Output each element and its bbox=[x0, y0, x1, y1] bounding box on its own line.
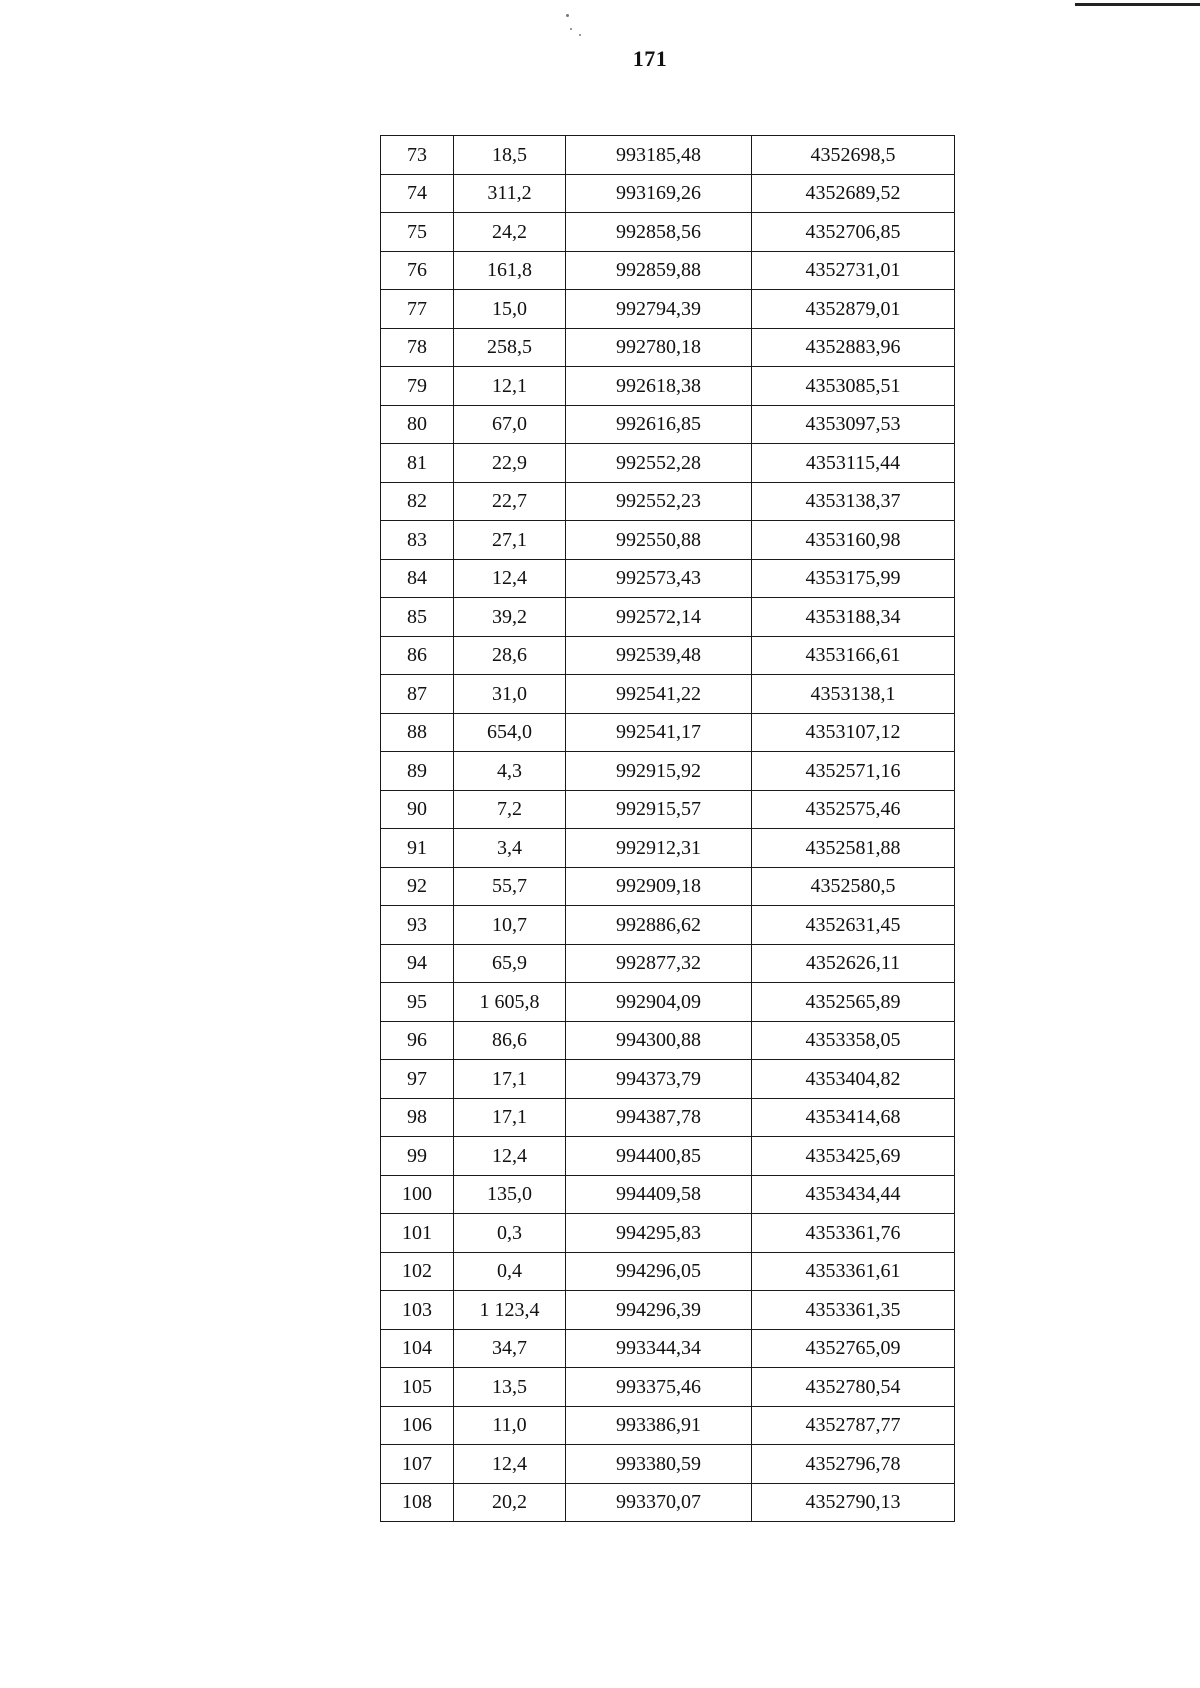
point-number-cell: 73 bbox=[381, 136, 454, 175]
y-coordinate-cell: 4353097,53 bbox=[752, 405, 955, 444]
y-coordinate-cell: 4353358,05 bbox=[752, 1021, 955, 1060]
point-number-cell: 106 bbox=[381, 1406, 454, 1445]
table-row bbox=[381, 867, 955, 906]
y-coordinate-cell: 4353175,99 bbox=[752, 559, 955, 598]
y-coordinate-cell: 4353107,12 bbox=[752, 713, 955, 752]
y-coordinate-cell: 4352689,52 bbox=[752, 174, 955, 213]
distance-cell: 17,1 bbox=[454, 1060, 566, 1099]
x-coordinate-cell: 993375,46 bbox=[566, 1368, 752, 1407]
y-coordinate-cell: 4353361,76 bbox=[752, 1214, 955, 1253]
table-row bbox=[381, 675, 955, 714]
y-coordinate-cell: 4353160,98 bbox=[752, 521, 955, 560]
x-coordinate-cell: 992859,88 bbox=[566, 251, 752, 290]
table-row bbox=[381, 444, 955, 483]
y-coordinate-cell: 4352780,54 bbox=[752, 1368, 955, 1407]
table-row bbox=[381, 1137, 955, 1176]
table-row bbox=[381, 559, 955, 598]
distance-cell: 55,7 bbox=[454, 867, 566, 906]
distance-cell: 12,4 bbox=[454, 559, 566, 598]
point-number-cell: 84 bbox=[381, 559, 454, 598]
table-row bbox=[381, 136, 955, 175]
x-coordinate-cell: 994300,88 bbox=[566, 1021, 752, 1060]
distance-cell: 28,6 bbox=[454, 636, 566, 675]
x-coordinate-cell: 994409,58 bbox=[566, 1175, 752, 1214]
distance-cell: 7,2 bbox=[454, 790, 566, 829]
point-number-cell: 88 bbox=[381, 713, 454, 752]
table-row bbox=[381, 636, 955, 675]
table-row bbox=[381, 1175, 955, 1214]
point-number-cell: 85 bbox=[381, 598, 454, 637]
x-coordinate-cell: 992616,85 bbox=[566, 405, 752, 444]
distance-cell: 22,7 bbox=[454, 482, 566, 521]
point-number-cell: 80 bbox=[381, 405, 454, 444]
point-number-cell: 98 bbox=[381, 1098, 454, 1137]
table-row bbox=[381, 752, 955, 791]
distance-cell: 258,5 bbox=[454, 328, 566, 367]
y-coordinate-cell: 4353166,61 bbox=[752, 636, 955, 675]
point-number-cell: 105 bbox=[381, 1368, 454, 1407]
x-coordinate-cell: 992909,18 bbox=[566, 867, 752, 906]
point-number-cell: 87 bbox=[381, 675, 454, 714]
point-number-cell: 90 bbox=[381, 790, 454, 829]
table-row bbox=[381, 1329, 955, 1368]
scan-speck bbox=[566, 14, 569, 17]
x-coordinate-cell: 992552,23 bbox=[566, 482, 752, 521]
distance-cell: 22,9 bbox=[454, 444, 566, 483]
table-row bbox=[381, 906, 955, 945]
scan-speck bbox=[570, 28, 572, 30]
y-coordinate-cell: 4352626,11 bbox=[752, 944, 955, 983]
table-row bbox=[381, 1291, 955, 1330]
point-number-cell: 91 bbox=[381, 829, 454, 868]
x-coordinate-cell: 992539,48 bbox=[566, 636, 752, 675]
point-number-cell: 76 bbox=[381, 251, 454, 290]
y-coordinate-cell: 4353138,1 bbox=[752, 675, 955, 714]
distance-cell: 34,7 bbox=[454, 1329, 566, 1368]
x-coordinate-cell: 994295,83 bbox=[566, 1214, 752, 1253]
y-coordinate-cell: 4353115,44 bbox=[752, 444, 955, 483]
x-coordinate-cell: 993185,48 bbox=[566, 136, 752, 175]
table-row bbox=[381, 521, 955, 560]
y-coordinate-cell: 4353434,44 bbox=[752, 1175, 955, 1214]
x-coordinate-cell: 992794,39 bbox=[566, 290, 752, 329]
x-coordinate-cell: 992915,92 bbox=[566, 752, 752, 791]
scan-speck bbox=[579, 34, 581, 36]
y-coordinate-cell: 4352731,01 bbox=[752, 251, 955, 290]
distance-cell: 12,4 bbox=[454, 1137, 566, 1176]
point-number-cell: 103 bbox=[381, 1291, 454, 1330]
table-row bbox=[381, 482, 955, 521]
distance-cell: 13,5 bbox=[454, 1368, 566, 1407]
table-row bbox=[381, 598, 955, 637]
distance-cell: 11,0 bbox=[454, 1406, 566, 1445]
distance-cell: 10,7 bbox=[454, 906, 566, 945]
page-number: 171 bbox=[632, 46, 668, 71]
table-row bbox=[381, 174, 955, 213]
x-coordinate-cell: 992915,57 bbox=[566, 790, 752, 829]
table-row bbox=[381, 1368, 955, 1407]
x-coordinate-cell: 993380,59 bbox=[566, 1445, 752, 1484]
table-row bbox=[381, 829, 955, 868]
distance-cell: 65,9 bbox=[454, 944, 566, 983]
y-coordinate-cell: 4353414,68 bbox=[752, 1098, 955, 1137]
distance-cell: 31,0 bbox=[454, 675, 566, 714]
y-coordinate-cell: 4353425,69 bbox=[752, 1137, 955, 1176]
table-row bbox=[381, 1252, 955, 1291]
point-number-cell: 101 bbox=[381, 1214, 454, 1253]
y-coordinate-cell: 4352706,85 bbox=[752, 213, 955, 252]
x-coordinate-cell: 994400,85 bbox=[566, 1137, 752, 1176]
x-coordinate-cell: 992618,38 bbox=[566, 367, 752, 406]
distance-cell: 654,0 bbox=[454, 713, 566, 752]
table-row bbox=[381, 251, 955, 290]
y-coordinate-cell: 4352790,13 bbox=[752, 1483, 955, 1522]
table-row bbox=[381, 1406, 955, 1445]
table-row bbox=[381, 983, 955, 1022]
y-coordinate-cell: 4353361,61 bbox=[752, 1252, 955, 1291]
table-row bbox=[381, 405, 955, 444]
distance-cell: 20,2 bbox=[454, 1483, 566, 1522]
point-number-cell: 77 bbox=[381, 290, 454, 329]
table-row bbox=[381, 328, 955, 367]
distance-cell: 12,1 bbox=[454, 367, 566, 406]
distance-cell: 15,0 bbox=[454, 290, 566, 329]
point-number-cell: 86 bbox=[381, 636, 454, 675]
point-number-cell: 92 bbox=[381, 867, 454, 906]
y-coordinate-cell: 4352787,77 bbox=[752, 1406, 955, 1445]
distance-cell: 161,8 bbox=[454, 251, 566, 290]
distance-cell: 86,6 bbox=[454, 1021, 566, 1060]
x-coordinate-cell: 992886,62 bbox=[566, 906, 752, 945]
point-number-cell: 95 bbox=[381, 983, 454, 1022]
distance-cell: 39,2 bbox=[454, 598, 566, 637]
y-coordinate-cell: 4352879,01 bbox=[752, 290, 955, 329]
y-coordinate-cell: 4352796,78 bbox=[752, 1445, 955, 1484]
distance-cell: 1 605,8 bbox=[454, 983, 566, 1022]
point-number-cell: 78 bbox=[381, 328, 454, 367]
distance-cell: 4,3 bbox=[454, 752, 566, 791]
y-coordinate-cell: 4353361,35 bbox=[752, 1291, 955, 1330]
distance-cell: 135,0 bbox=[454, 1175, 566, 1214]
point-number-cell: 104 bbox=[381, 1329, 454, 1368]
x-coordinate-cell: 992780,18 bbox=[566, 328, 752, 367]
y-coordinate-cell: 4352631,45 bbox=[752, 906, 955, 945]
distance-cell: 3,4 bbox=[454, 829, 566, 868]
y-coordinate-cell: 4352571,16 bbox=[752, 752, 955, 791]
y-coordinate-cell: 4352575,46 bbox=[752, 790, 955, 829]
x-coordinate-cell: 992541,17 bbox=[566, 713, 752, 752]
y-coordinate-cell: 4352883,96 bbox=[752, 328, 955, 367]
x-coordinate-cell: 992877,32 bbox=[566, 944, 752, 983]
point-number-cell: 94 bbox=[381, 944, 454, 983]
scan-edge-rule bbox=[1075, 3, 1200, 6]
table-row bbox=[381, 290, 955, 329]
y-coordinate-cell: 4353085,51 bbox=[752, 367, 955, 406]
y-coordinate-cell: 4352765,09 bbox=[752, 1329, 955, 1368]
distance-cell: 18,5 bbox=[454, 136, 566, 175]
distance-cell: 0,4 bbox=[454, 1252, 566, 1291]
x-coordinate-cell: 993386,91 bbox=[566, 1406, 752, 1445]
distance-cell: 0,3 bbox=[454, 1214, 566, 1253]
x-coordinate-cell: 994387,78 bbox=[566, 1098, 752, 1137]
point-number-cell: 89 bbox=[381, 752, 454, 791]
y-coordinate-cell: 4352580,5 bbox=[752, 867, 955, 906]
point-number-cell: 74 bbox=[381, 174, 454, 213]
x-coordinate-cell: 992572,14 bbox=[566, 598, 752, 637]
point-number-cell: 81 bbox=[381, 444, 454, 483]
x-coordinate-cell: 994296,05 bbox=[566, 1252, 752, 1291]
point-number-cell: 99 bbox=[381, 1137, 454, 1176]
table-row bbox=[381, 790, 955, 829]
x-coordinate-cell: 992858,56 bbox=[566, 213, 752, 252]
x-coordinate-cell: 994373,79 bbox=[566, 1060, 752, 1099]
point-number-cell: 96 bbox=[381, 1021, 454, 1060]
y-coordinate-cell: 4352698,5 bbox=[752, 136, 955, 175]
y-coordinate-cell: 4353188,34 bbox=[752, 598, 955, 637]
y-coordinate-cell: 4353138,37 bbox=[752, 482, 955, 521]
distance-cell: 24,2 bbox=[454, 213, 566, 252]
table-row bbox=[381, 1021, 955, 1060]
table-body bbox=[381, 136, 955, 1522]
table-row bbox=[381, 1483, 955, 1522]
x-coordinate-cell: 993169,26 bbox=[566, 174, 752, 213]
table-row bbox=[381, 944, 955, 983]
point-number-cell: 83 bbox=[381, 521, 454, 560]
x-coordinate-cell: 992550,88 bbox=[566, 521, 752, 560]
table-row bbox=[381, 213, 955, 252]
x-coordinate-cell: 992904,09 bbox=[566, 983, 752, 1022]
table-row bbox=[381, 1445, 955, 1484]
point-number-cell: 79 bbox=[381, 367, 454, 406]
point-number-cell: 107 bbox=[381, 1445, 454, 1484]
point-number-cell: 75 bbox=[381, 213, 454, 252]
y-coordinate-cell: 4352581,88 bbox=[752, 829, 955, 868]
x-coordinate-cell: 992912,31 bbox=[566, 829, 752, 868]
coordinates-table bbox=[380, 135, 955, 1522]
point-number-cell: 100 bbox=[381, 1175, 454, 1214]
distance-cell: 67,0 bbox=[454, 405, 566, 444]
x-coordinate-cell: 992541,22 bbox=[566, 675, 752, 714]
x-coordinate-cell: 992573,43 bbox=[566, 559, 752, 598]
distance-cell: 17,1 bbox=[454, 1098, 566, 1137]
distance-cell: 12,4 bbox=[454, 1445, 566, 1484]
x-coordinate-cell: 993370,07 bbox=[566, 1483, 752, 1522]
x-coordinate-cell: 993344,34 bbox=[566, 1329, 752, 1368]
table-row bbox=[381, 367, 955, 406]
distance-cell: 311,2 bbox=[454, 174, 566, 213]
table-row bbox=[381, 1060, 955, 1099]
x-coordinate-cell: 994296,39 bbox=[566, 1291, 752, 1330]
table-row bbox=[381, 1098, 955, 1137]
distance-cell: 1 123,4 bbox=[454, 1291, 566, 1330]
point-number-cell: 93 bbox=[381, 906, 454, 945]
point-number-cell: 97 bbox=[381, 1060, 454, 1099]
y-coordinate-cell: 4352565,89 bbox=[752, 983, 955, 1022]
table-row bbox=[381, 1214, 955, 1253]
y-coordinate-cell: 4353404,82 bbox=[752, 1060, 955, 1099]
table-row bbox=[381, 713, 955, 752]
point-number-cell: 82 bbox=[381, 482, 454, 521]
x-coordinate-cell: 992552,28 bbox=[566, 444, 752, 483]
point-number-cell: 102 bbox=[381, 1252, 454, 1291]
point-number-cell: 108 bbox=[381, 1483, 454, 1522]
distance-cell: 27,1 bbox=[454, 521, 566, 560]
